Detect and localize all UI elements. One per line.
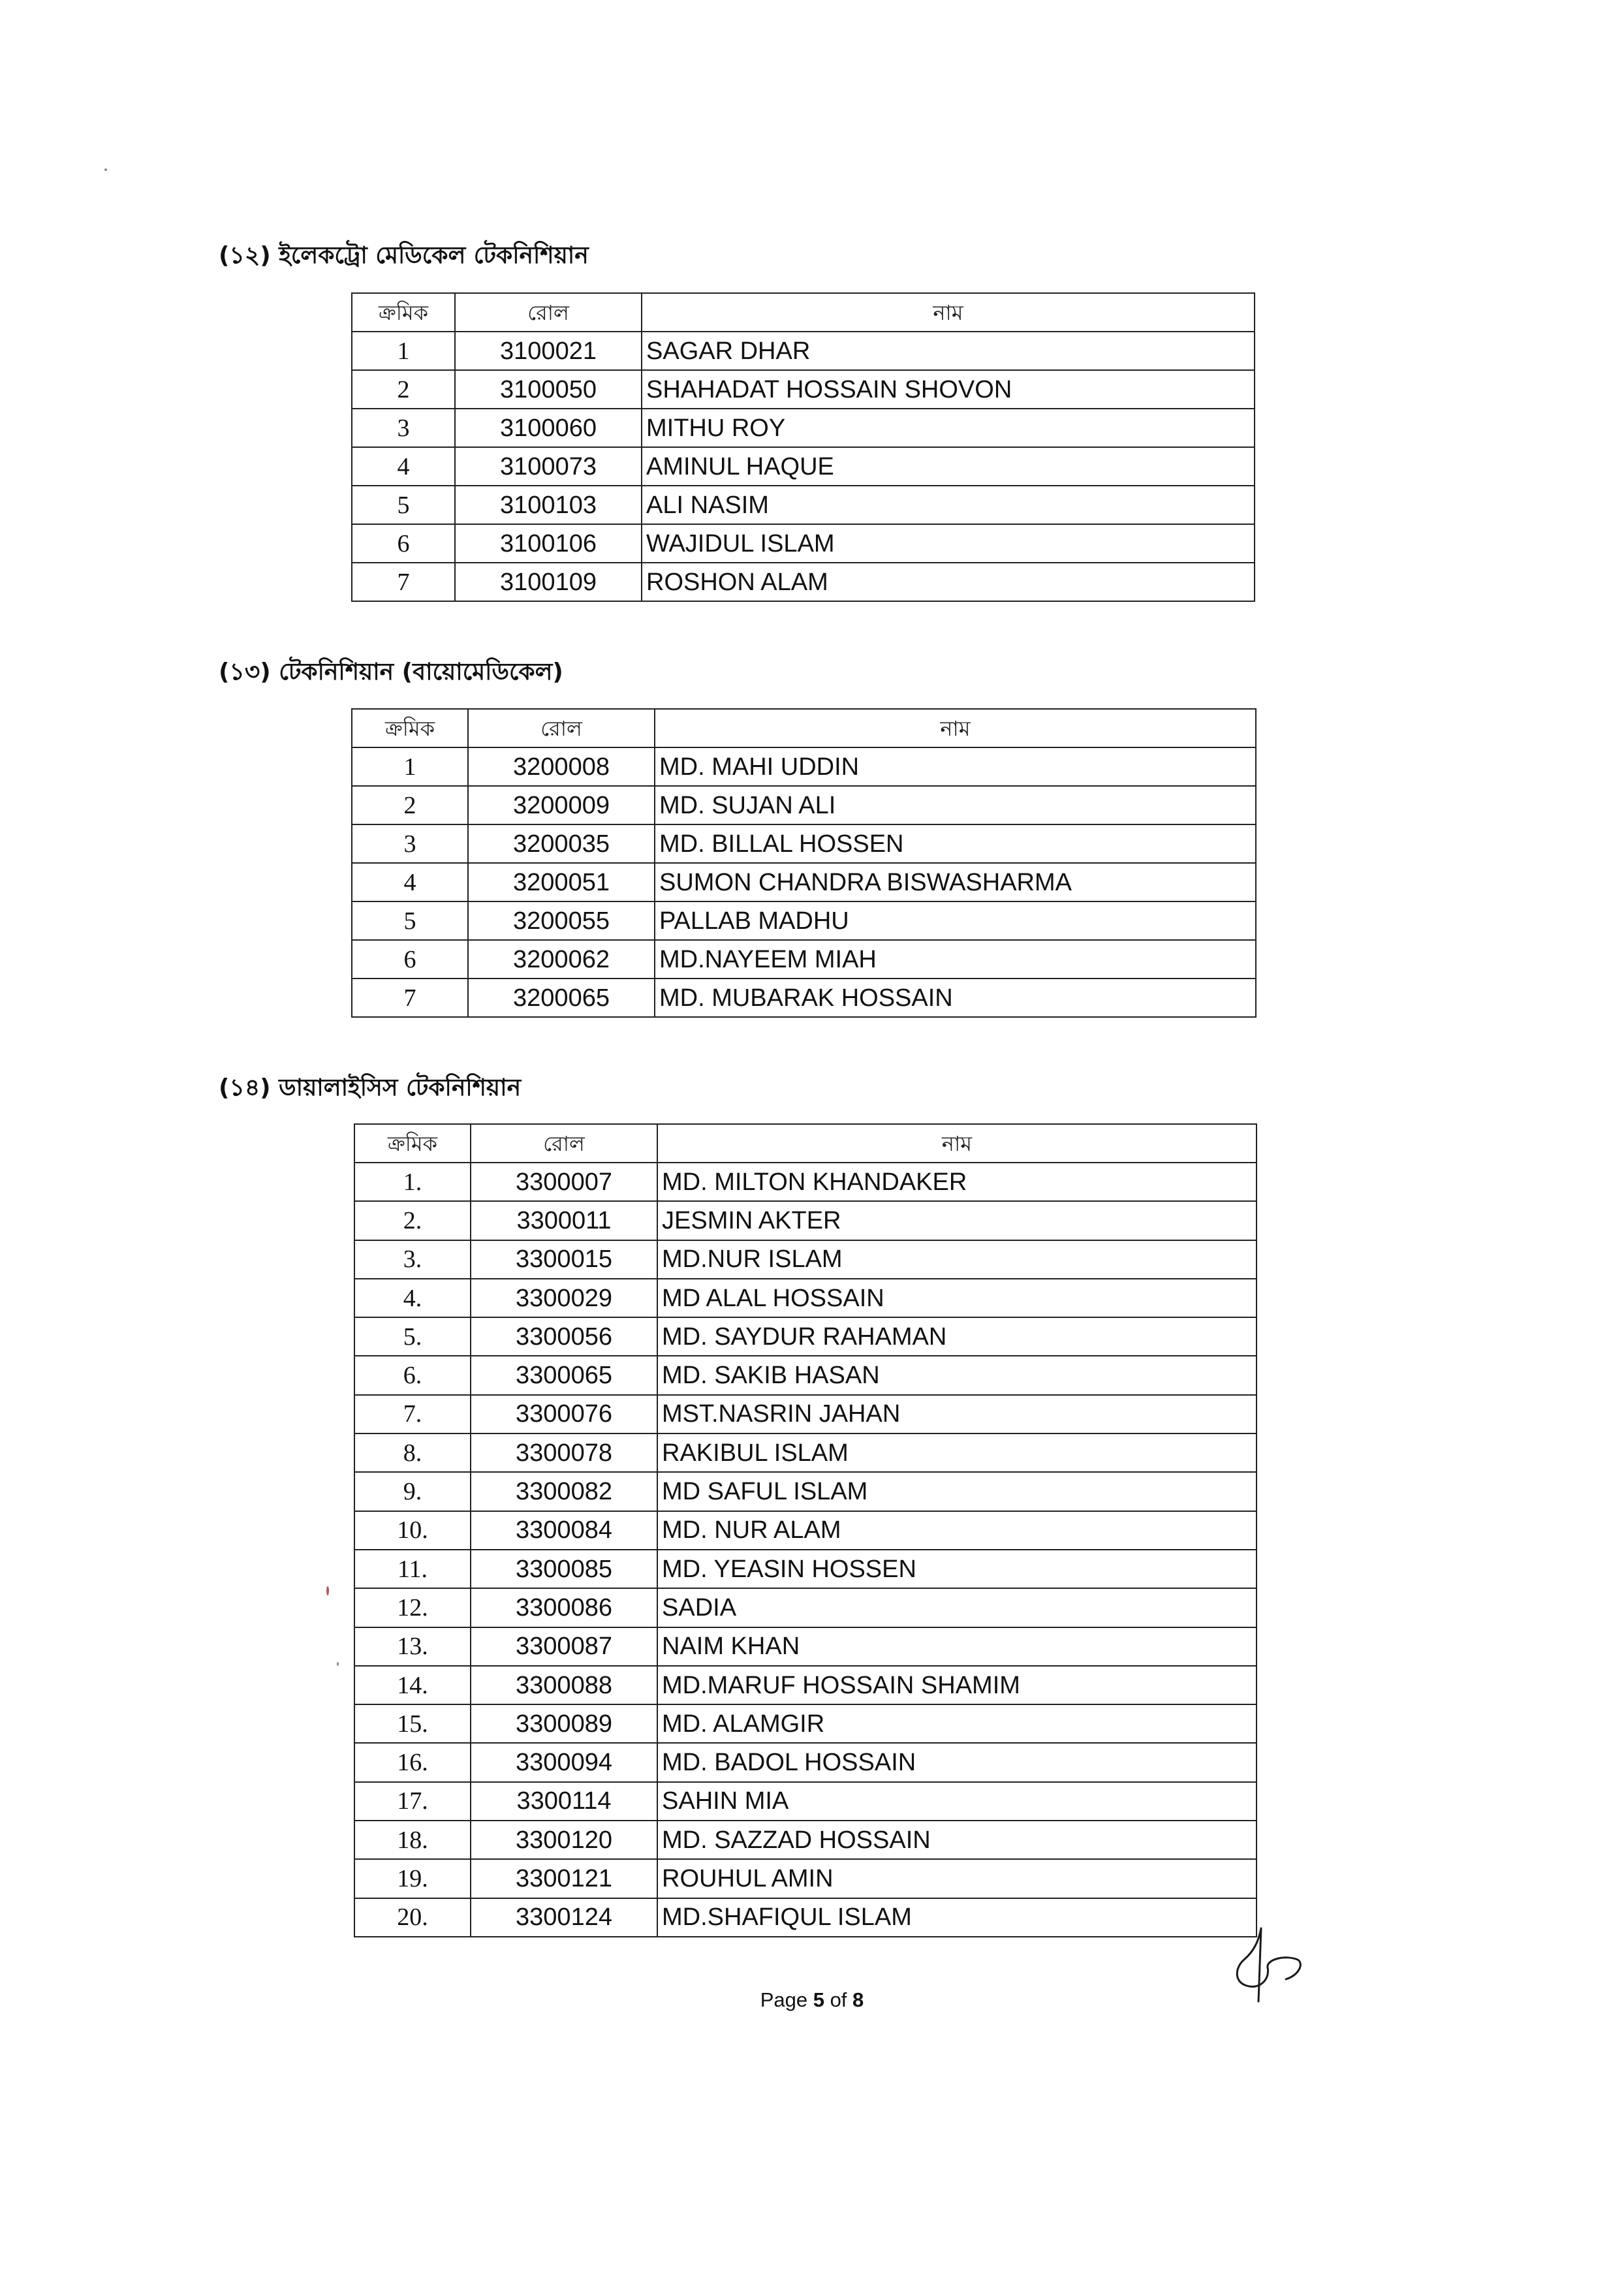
- cell-serial: 13.: [354, 1627, 471, 1666]
- column-header-serial: ক্রমিক: [354, 1124, 471, 1163]
- results-table: [351, 708, 1257, 1018]
- cell-name: MD.NUR ISLAM: [657, 1240, 1257, 1279]
- table-row: [354, 1782, 1257, 1821]
- cell-serial: 6: [352, 940, 468, 979]
- page-prefix: Page: [760, 1988, 813, 2011]
- cell-serial: 4.: [354, 1279, 471, 1317]
- section-title: (১৪) ডায়ালাইসিস টেকনিশিয়ান: [219, 1074, 522, 1101]
- cell-serial: 5: [352, 486, 455, 524]
- cell-name: NAIM KHAN: [657, 1627, 1257, 1666]
- table-row: [352, 901, 1256, 940]
- cell-serial: 1.: [354, 1163, 471, 1201]
- table-row: [354, 1743, 1257, 1781]
- cell-serial: 20.: [354, 1898, 471, 1937]
- cell-name: MD. NUR ALAM: [657, 1511, 1257, 1550]
- cell-serial: 4: [352, 863, 468, 901]
- cell-name: JESMIN AKTER: [657, 1201, 1257, 1240]
- cell-serial: 7: [352, 979, 468, 1017]
- scan-speck: [326, 1586, 329, 1595]
- column-header-name: নাম: [642, 293, 1255, 332]
- cell-name: ROSHON ALAM: [642, 563, 1255, 601]
- cell-roll: 3300085: [471, 1550, 657, 1588]
- cell-serial: 4: [352, 447, 455, 486]
- cell-serial: 17.: [354, 1782, 471, 1821]
- table-row: [354, 1666, 1257, 1704]
- cell-name: WAJIDUL ISLAM: [642, 524, 1255, 563]
- cell-name: MST.NASRIN JAHAN: [657, 1395, 1257, 1433]
- cell-serial: 6.: [354, 1356, 471, 1394]
- cell-name: MD. BADOL HOSSAIN: [657, 1743, 1257, 1781]
- cell-serial: 3: [352, 824, 468, 863]
- cell-serial: 3: [352, 409, 455, 447]
- table-row: [352, 863, 1256, 901]
- cell-name: ROUHUL AMIN: [657, 1859, 1257, 1898]
- cell-roll: 3300089: [471, 1704, 657, 1743]
- column-header-name: নাম: [655, 709, 1256, 747]
- cell-roll: 3100060: [455, 409, 642, 447]
- cell-name: SUMON CHANDRA BISWASHARMA: [655, 863, 1256, 901]
- section-title: (১২) ইলেকট্রো মেডিকেল টেকনিশিয়ান: [219, 242, 589, 269]
- column-header-roll: রোল: [471, 1124, 657, 1163]
- cell-roll: 3300029: [471, 1279, 657, 1317]
- cell-serial: 5: [352, 901, 468, 940]
- table-row: [354, 1588, 1257, 1627]
- cell-serial: 7: [352, 563, 455, 601]
- cell-roll: 3300056: [471, 1317, 657, 1356]
- table-header-row: [354, 1124, 1257, 1163]
- table-row: [354, 1395, 1257, 1433]
- cell-roll: 3200055: [468, 901, 655, 940]
- cell-roll: 3300086: [471, 1588, 657, 1627]
- cell-name: MD SAFUL ISLAM: [657, 1472, 1257, 1511]
- page-current: 5: [813, 1988, 824, 2011]
- cell-roll: 3300094: [471, 1743, 657, 1781]
- cell-name: MD. BILLAL HOSSEN: [655, 824, 1256, 863]
- section-title: (১৩) টেকনিশিয়ান (বায়োমেডিকেল): [219, 659, 563, 685]
- table-row: [352, 786, 1256, 824]
- results-table: [354, 1123, 1257, 1937]
- table-row: [354, 1898, 1257, 1937]
- column-header-roll: রোল: [468, 709, 655, 747]
- cell-roll: 3100073: [455, 447, 642, 486]
- cell-serial: 1: [352, 747, 468, 786]
- cell-roll: 3100109: [455, 563, 642, 601]
- cell-roll: 3300015: [471, 1240, 657, 1279]
- cell-roll: 3300082: [471, 1472, 657, 1511]
- table-row: [354, 1821, 1257, 1859]
- cell-roll: 3100050: [455, 370, 642, 409]
- cell-roll: 3200008: [468, 747, 655, 786]
- cell-roll: 3100106: [455, 524, 642, 563]
- table-row: [354, 1201, 1257, 1240]
- cell-name: SHAHADAT HOSSAIN SHOVON: [642, 370, 1255, 409]
- cell-name: MD. SUJAN ALI: [655, 786, 1256, 824]
- cell-name: SADIA: [657, 1588, 1257, 1627]
- cell-name: MD. ALAMGIR: [657, 1704, 1257, 1743]
- cell-roll: 3300065: [471, 1356, 657, 1394]
- cell-serial: 2: [352, 786, 468, 824]
- cell-serial: 10.: [354, 1511, 471, 1550]
- page-middle: of: [824, 1988, 853, 2011]
- cell-roll: 3300087: [471, 1627, 657, 1666]
- table-row: [352, 370, 1255, 409]
- cell-roll: 3100021: [455, 332, 642, 370]
- cell-name: SAHIN MIA: [657, 1782, 1257, 1821]
- table-row: [352, 747, 1256, 786]
- cell-roll: 3300121: [471, 1859, 657, 1898]
- column-header-roll: রোল: [455, 293, 642, 332]
- cell-name: PALLAB MADHU: [655, 901, 1256, 940]
- table-row: [354, 1550, 1257, 1588]
- cell-serial: 2: [352, 370, 455, 409]
- table-row: [354, 1859, 1257, 1898]
- table-header-row: [352, 709, 1256, 747]
- cell-serial: 1: [352, 332, 455, 370]
- cell-serial: 12.: [354, 1588, 471, 1627]
- cell-name: SAGAR DHAR: [642, 332, 1255, 370]
- cell-name: MITHU ROY: [642, 409, 1255, 447]
- table-row: [352, 409, 1255, 447]
- table-row: [354, 1433, 1257, 1472]
- cell-roll: 3200035: [468, 824, 655, 863]
- cell-serial: 8.: [354, 1433, 471, 1472]
- cell-roll: 3200065: [468, 979, 655, 1017]
- results-table: [351, 292, 1255, 602]
- table-header-row: [352, 293, 1255, 332]
- cell-name: MD.SHAFIQUL ISLAM: [657, 1898, 1257, 1937]
- cell-serial: 5.: [354, 1317, 471, 1356]
- cell-name: MD. MILTON KHANDAKER: [657, 1163, 1257, 1201]
- table-row: [354, 1279, 1257, 1317]
- cell-roll: 3200009: [468, 786, 655, 824]
- table-row: [354, 1163, 1257, 1201]
- table-body: [352, 332, 1255, 601]
- scan-speck: [104, 168, 107, 171]
- cell-name: RAKIBUL ISLAM: [657, 1433, 1257, 1472]
- table-row: [354, 1472, 1257, 1511]
- cell-name: MD. SAKIB HASAN: [657, 1356, 1257, 1394]
- cell-roll: 3100103: [455, 486, 642, 524]
- cell-roll: 3300114: [471, 1782, 657, 1821]
- column-header-serial: ক্রমিক: [352, 293, 455, 332]
- cell-serial: 16.: [354, 1743, 471, 1781]
- cell-name: MD. MUBARAK HOSSAIN: [655, 979, 1256, 1017]
- cell-roll: 3300124: [471, 1898, 657, 1937]
- cell-name: MD.MARUF HOSSAIN SHAMIM: [657, 1666, 1257, 1704]
- table-row: [352, 524, 1255, 563]
- column-header-name: নাম: [657, 1124, 1257, 1163]
- table-row: [352, 940, 1256, 979]
- table-body: [352, 747, 1256, 1017]
- cell-serial: 7.: [354, 1395, 471, 1433]
- table-row: [354, 1627, 1257, 1666]
- cell-serial: 3.: [354, 1240, 471, 1279]
- cell-serial: 11.: [354, 1550, 471, 1588]
- table-row: [352, 447, 1255, 486]
- cell-roll: 3300011: [471, 1201, 657, 1240]
- cell-serial: 18.: [354, 1821, 471, 1859]
- cell-roll: 3300007: [471, 1163, 657, 1201]
- cell-name: MD.NAYEEM MIAH: [655, 940, 1256, 979]
- table-row: [352, 486, 1255, 524]
- table-row: [352, 979, 1256, 1017]
- table-row: [354, 1240, 1257, 1279]
- cell-roll: 3200051: [468, 863, 655, 901]
- table-row: [352, 332, 1255, 370]
- cell-name: MD. SAZZAD HOSSAIN: [657, 1821, 1257, 1859]
- table-row: [354, 1356, 1257, 1394]
- cell-roll: 3300078: [471, 1433, 657, 1472]
- cell-name: MD. YEASIN HOSSEN: [657, 1550, 1257, 1588]
- cell-roll: 3300088: [471, 1666, 657, 1704]
- cell-serial: 15.: [354, 1704, 471, 1743]
- cell-roll: 3300084: [471, 1511, 657, 1550]
- table-row: [354, 1317, 1257, 1356]
- cell-serial: 14.: [354, 1666, 471, 1704]
- table-body: [354, 1163, 1257, 1937]
- cell-roll: 3300076: [471, 1395, 657, 1433]
- cell-serial: 19.: [354, 1859, 471, 1898]
- cell-roll: 3300120: [471, 1821, 657, 1859]
- page-footer: [0, 1988, 1624, 2012]
- cell-name: ALI NASIM: [642, 486, 1255, 524]
- page-total: 8: [852, 1988, 864, 2011]
- table-row: [352, 824, 1256, 863]
- cell-serial: 6: [352, 524, 455, 563]
- scan-speck: [337, 1662, 339, 1666]
- cell-name: MD ALAL HOSSAIN: [657, 1279, 1257, 1317]
- cell-serial: 2.: [354, 1201, 471, 1240]
- cell-name: MD. SAYDUR RAHAMAN: [657, 1317, 1257, 1356]
- column-header-serial: ক্রমিক: [352, 709, 468, 747]
- cell-serial: 9.: [354, 1472, 471, 1511]
- cell-name: AMINUL HAQUE: [642, 447, 1255, 486]
- table-row: [354, 1704, 1257, 1743]
- table-row: [354, 1511, 1257, 1550]
- cell-roll: 3200062: [468, 940, 655, 979]
- cell-name: MD. MAHI UDDIN: [655, 747, 1256, 786]
- table-row: [352, 563, 1255, 601]
